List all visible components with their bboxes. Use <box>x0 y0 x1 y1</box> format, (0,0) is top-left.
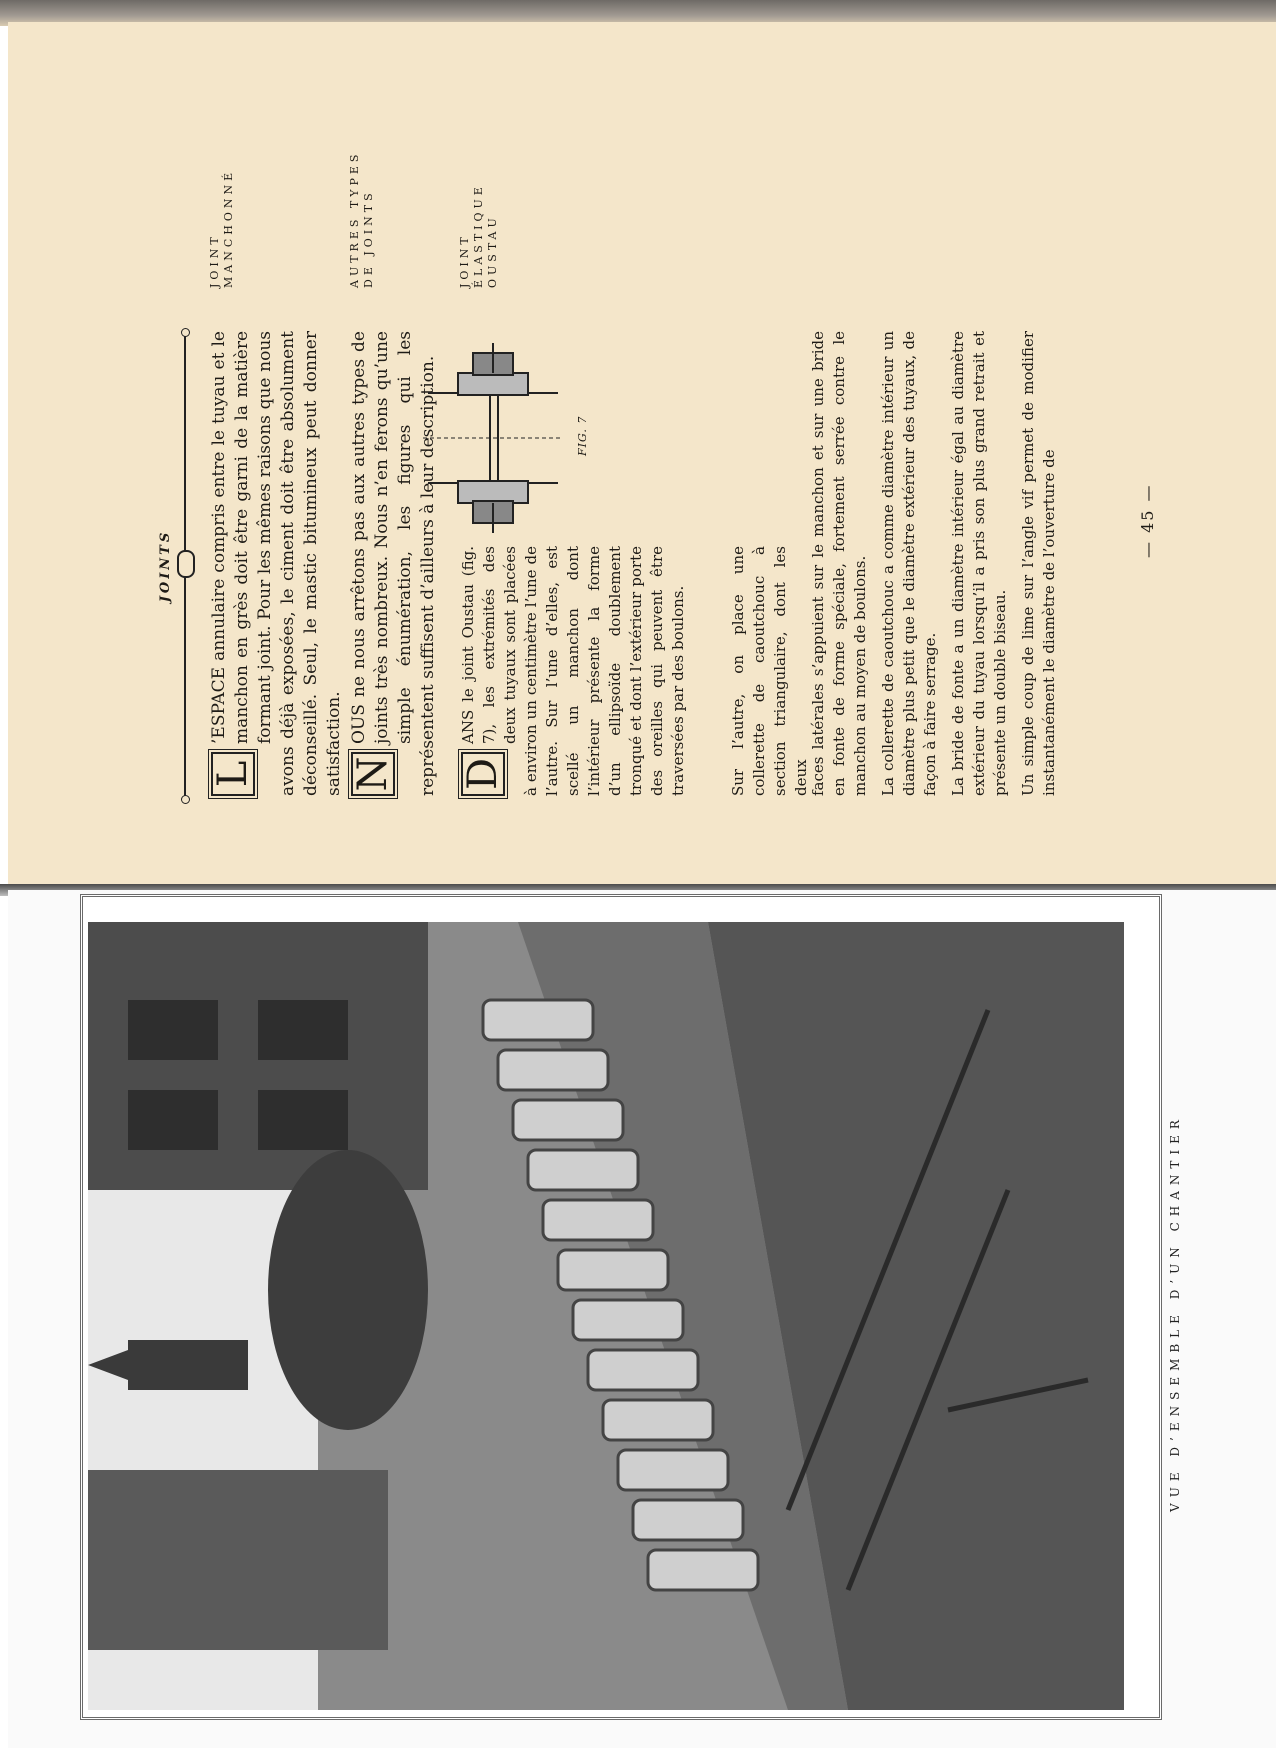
side-note-autres-types <box>348 151 376 288</box>
paragraph-joint-oustau <box>458 546 689 796</box>
paragraph-1-text: ’ESPACE annulaire compris entre le tuyau et le manchon en grès doit être garni de la matière formant joint. Pour les mêmes raisons que nous avons déjà exposées, le ciment doit être absolument déconseillé. Seul, le mastic bitumineux peut donner satisfaction. <box>209 331 344 796</box>
dropcap-d: D <box>461 752 505 796</box>
side-note-1-line-1: JOINT <box>208 233 221 288</box>
paragraph-3-text-d: faces latérales s’appuient sur le manchon et sur une bride en fonte de forme spéciale, fortement serrée contre le manchon au moyen de boulons. <box>809 331 869 796</box>
side-note-2-line-2: DE JOINTS <box>362 189 375 288</box>
dropcap-l: L <box>211 752 255 796</box>
side-note-2-line-1: AUTRES TYPES <box>348 150 361 288</box>
paragraph-3-text-g: Un simple coup de lime sur l’angle vif permet de modifier instantanément le diamètre de l’ouverture de <box>1019 331 1058 796</box>
paragraph-3-continued-1 <box>728 546 812 796</box>
page-number: — 45 — <box>1138 483 1157 558</box>
figure-7-joint-diagram <box>418 333 568 543</box>
side-note-3-line-3: OUSTAU <box>486 214 499 288</box>
paragraph-3-text-e: La collerette de caoutchouc a comme diamètre intérieur un diamètre plus petit que le diamètre extérieur des tuyaux, de façon à faire serrage. <box>879 331 939 796</box>
paragraph-joint-manchonne <box>208 331 346 796</box>
photo-page <box>8 890 1276 1748</box>
rotated-photo-block <box>8 890 1276 1748</box>
paragraph-3-text-b: scellé un manchon dont l’intérieur présente la forme d’un ellipsoïde doublement tronqué et dont l’extérieur porte des oreilles qui peuvent être traversées par des boulons. <box>564 546 687 796</box>
paragraph-3-text-c: Sur l’autre, on place une collerette de caoutchouc à section triangulaire, dont les deux <box>729 546 810 796</box>
side-note-joint-oustau <box>458 183 500 288</box>
paragraph-3-text-f: La bride de fonte a un diamètre intérieur égal au diamètre extérieur du tuyau lorsqu’il a pris son plus grand retrait et présente un double biseau. <box>949 331 1009 796</box>
paragraph-3-continued-4 <box>948 331 1011 796</box>
paragraph-3-continued-2 <box>808 331 871 796</box>
photo-caption: VUE D’ENSEMBLE D’UN CHANTIER <box>1168 1114 1182 1512</box>
side-note-3-line-2: ÉLASTIQUE <box>472 183 485 288</box>
side-note-3-line-1: JOINT <box>458 233 471 288</box>
paragraph-3-continued-5 <box>1018 331 1060 796</box>
side-note-1-line-2: MANCHONNÉ <box>222 168 235 288</box>
construction-site-photo <box>88 922 1124 1710</box>
side-note-joint-manchonne <box>208 169 236 288</box>
paragraph-2-text: OUS ne nous arrêtons pas aux autres types de joints très nombreux. Nous n’en ferons qu’une simple énumération, les figures qui les représentent suffisent d’ailleurs à leur description. <box>349 331 438 796</box>
figure-caption: FIG. 7 <box>576 415 589 456</box>
rotated-text-block <box>8 22 1276 888</box>
running-head: JOINTS <box>158 529 173 603</box>
text-page <box>8 22 1276 891</box>
rule-ornament <box>177 550 195 578</box>
dropcap-n: N <box>351 752 395 796</box>
paragraph-3-continued-3 <box>878 331 941 796</box>
paragraph-3-text-a: ANS le joint Oustau (fig. 7), les extrémités des deux tuyaux sont placées à environ un centimètre l’une de l’autre. Sur l’une d’elles, est <box>459 546 561 796</box>
